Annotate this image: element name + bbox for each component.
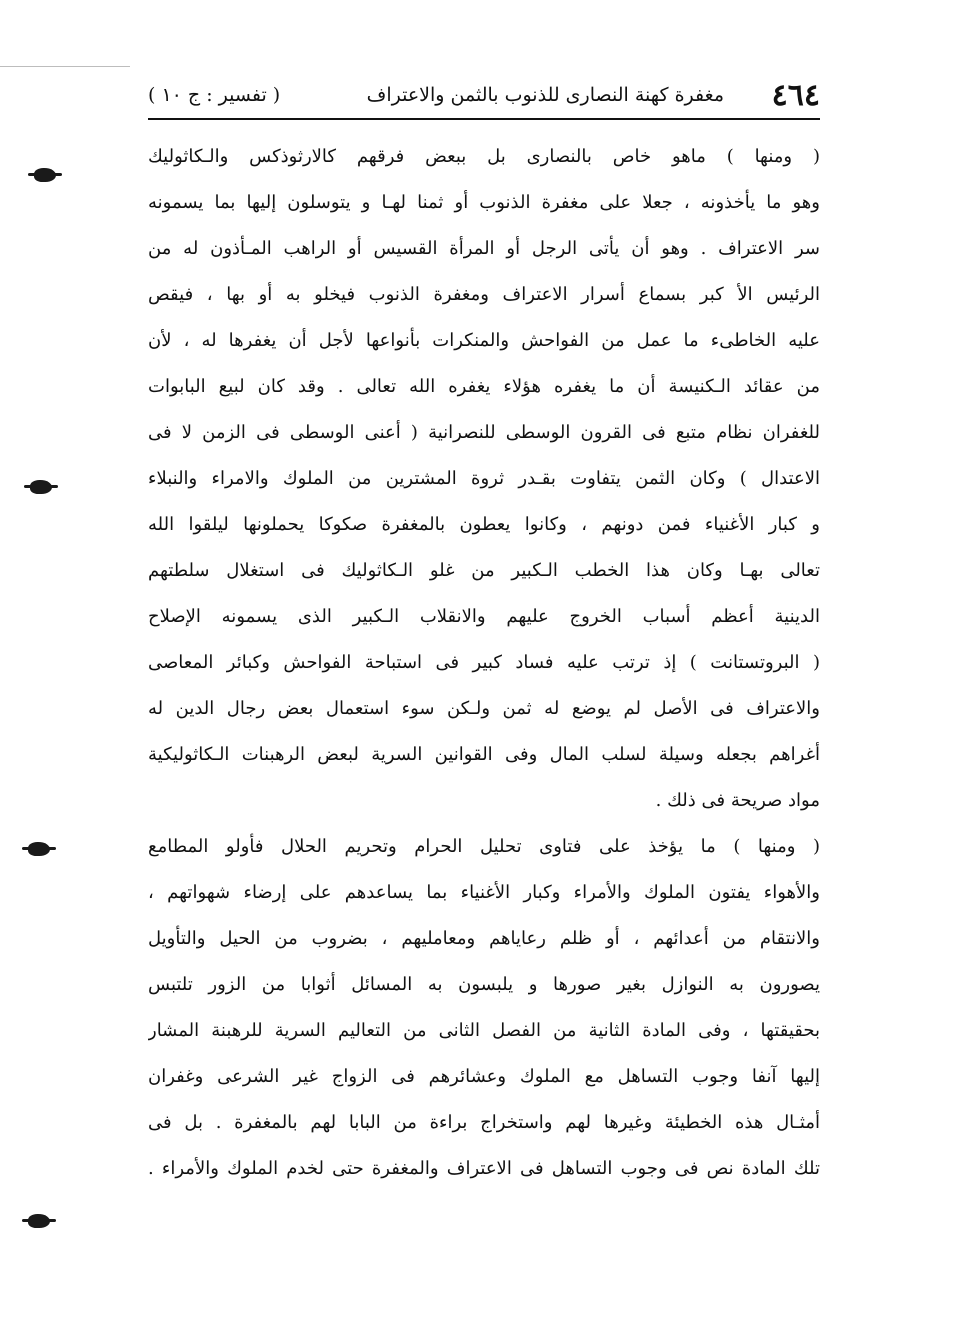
text-line: الاعتدال ) وكان الثمن يتفاوت بقـدر ثروة المشترين من الملوك والامراء والنبلاء: [148, 468, 820, 489]
text-line: سر الاعتراف . وهو أن يأتى الرجل أو المرأة القسيس أو الراهب المـأذون له من: [148, 238, 820, 259]
punch-hole-2: [30, 480, 52, 494]
text-line: ( ومنها ) ماهو خاص بالنصارى بل ببعض فرقهم كالارثوذكس والـكاثوليك: [148, 146, 820, 167]
text-line: وهو ما يأخذونه ، جعلا على مغفرة الذنوب أو ثمنا لهـا و يتوسلون إليها بما يسمونه: [148, 192, 820, 213]
text-line: ( البروتستانت ) إذ ترتب عليه فساد كبير فى استباحة الفواحش وكبائر المعاصى: [148, 652, 820, 673]
paragraph-1: [148, 134, 820, 824]
text-line: عليه الخاطىء ما عمل من الفواحش والمنكرات بأنواعها لأجل أن يغفرها له ، لأن: [148, 330, 820, 351]
running-title: مغفرة كهنة النصارى للذنوب بالثمن والاعتراف: [366, 84, 724, 106]
text-line: أغراهم بجعله وسيلة لسلب المال وفى القوانين السرية لبعض الرهبنات الـكاثوليكية: [148, 744, 820, 765]
text-line: إليها آنفا وجوب التساهل مع الملوك وعشائرهم فى الزواج غير الشرعى وغفران: [148, 1066, 820, 1087]
punch-hole-1: [34, 168, 56, 182]
punch-hole-3: [28, 842, 50, 856]
page-header: [148, 74, 820, 120]
text-line: والانتقام من أعدائهم ، أو ظلم رعاياهم ومعامليهم ، بضروب من الحيل والتأويل: [148, 928, 820, 949]
text-line: والأهواء يفتون الملوك والأمراء وكبار الأغنياء بما يساعدهم على إرضاء شهواتهم ،: [148, 882, 820, 903]
text-line: للغفران نظام متبع فى القرون الوسطى للنصرانية ( أعنى الوسطى فى الزمن لا فى: [148, 422, 820, 443]
punch-hole-4: [28, 1214, 50, 1228]
volume-label: ( تفسير : ج ١٠ ): [148, 84, 281, 106]
text-line: مواد صريحة فى ذلك .: [655, 790, 820, 811]
text-line: تلك المادة نص فى وجوب التساهل فى الاعتراف والمغفرة حتى لخدم الملوك والأمراء .: [148, 1158, 820, 1179]
paragraph-2: [148, 824, 820, 1192]
text-line: يصورون به النوازل بغير صورها و يلبسون به المسائل أثوابا من الزور تلتبس: [148, 974, 820, 995]
text-line: و كبار الأغنياء فمن دونهم ، وكانوا يعطون بالمغفرة صكوكا يحملونها ليلقوا الله: [148, 514, 820, 535]
body-text: [148, 134, 820, 1192]
text-line: ( ومنها ) ما يؤخذ على فتاوى تحليل الحرام وتحريم الحلال فأولو المطامع: [148, 836, 820, 857]
text-line: والاعتراف فى الأصل لم يوضع له ثمن ولـكن سوء استعمال بعض رجال الدين له: [148, 698, 820, 719]
page-number: ٤٦٤: [771, 78, 820, 113]
scan-artifact-line: [0, 66, 130, 67]
text-line: الدينية أعظم أسباب الخروج عليهم والانقلاب الـكبير الذى يسمونه الإصلاح: [148, 606, 820, 627]
text-line: الرئيس الأ كبر بسماع أسرار الاعتراف ومغفرة الذنوب فيخلو به أو بها ، فيقص: [148, 284, 820, 305]
text-line: من عقائد الـكنيسة أن ما يغفره هؤلاء يغفره الله تعالى . وقد كان لبيع البابوات: [148, 376, 820, 397]
text-line: تعالى بهـا وكان هذا الخطب الـكبير من غلو الـكاثوليك فى استغلال سلطتهم: [148, 560, 820, 581]
text-line: أمثـال هذه الخطيئة وغيرها لهم واستخراج براءة من البابا لهم بالمغفرة . بل فى: [148, 1112, 820, 1133]
text-line: بحقيقتها ، وفى المادة الثانية من الفصل الثانى من التعاليم السرية للرهبنة المشار: [148, 1020, 820, 1041]
